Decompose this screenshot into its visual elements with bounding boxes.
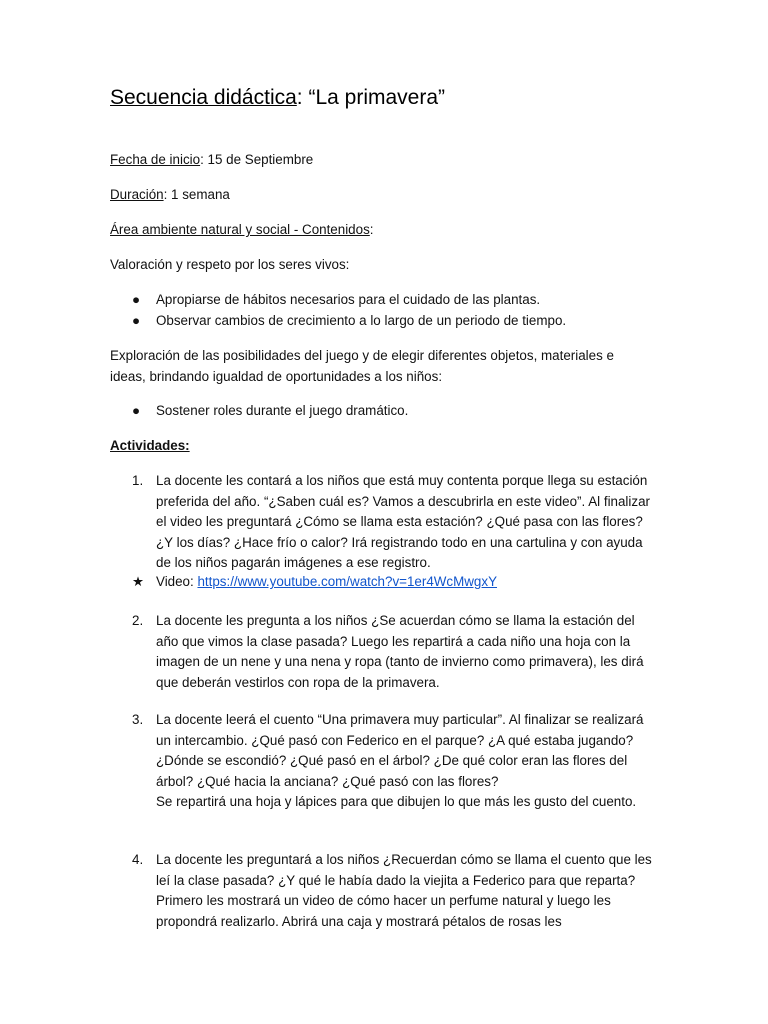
- bullet-icon: ●: [132, 292, 141, 307]
- duracion-value: 1 semana: [167, 187, 230, 202]
- star-icon: ★: [132, 574, 145, 589]
- bullet-icon: ●: [132, 403, 141, 418]
- activity-text: La docente les contará a los niños que está muy contenta porque llega su estación preferida del año. “¿Saben cuál es? Vamos a descubrirla en este video”. Al finalizar el video les preguntará ¿Cómo se llama esta estación? ¿Qué pasa con las flores? ¿Y los días? ¿Hace frío o calor? Irá registrando todo en una cartulina y con ayuda de los niños pagarán imágenes a ese registro.: [156, 473, 650, 571]
- activity-item-4: [132, 850, 652, 932]
- video-link[interactable]: https://www.youtube.com/watch?v=1er4WcMwgxY: [197, 574, 498, 589]
- activity-text: La docente les pregunta a los niños ¿Se acuerdan cómo se llama la estación del año que vimos la clase pasada? Luego les repartirá a cada niño una hoja con la imagen de un nene y una nena y ropa (tanto de invierno como primavera), les dirá que deberán vestirlos con ropa de la primavera.: [156, 613, 644, 690]
- valoracion-text: Valoración y respeto por los seres vivos:: [110, 257, 350, 272]
- area-sep: :: [369, 222, 374, 237]
- actividades-heading: Actividades:: [110, 438, 190, 453]
- bullet-text: Sostener roles durante el juego dramático.: [156, 403, 409, 418]
- video-label: Video:: [156, 574, 198, 589]
- video-line: [132, 574, 497, 590]
- activity-text: La docente les preguntará a los niños ¿Recuerdan cómo se llama el cuento que les leí la clase pasada? ¿Y qué le había dado la viejita a Federico para que reparta? Primero les mostrará un video de cómo hacer un perfume natural y luego les propondrá realizarlo. Abrirá una caja y mostrará pétalos de rosas les: [156, 852, 652, 929]
- bullet-text: Observar cambios de crecimiento a lo largo de un periodo de tiempo.: [156, 313, 567, 328]
- activity-item-1: [132, 471, 652, 574]
- bullet-item: [132, 292, 540, 307]
- fecha-sep: :: [200, 152, 204, 167]
- bullet-icon: ●: [132, 313, 141, 328]
- activity-item-2: [132, 611, 652, 693]
- exploracion-text: Exploración de las posibilidades del juego y de elegir diferentes objetos, materiales e ideas, brindando igualdad de oportunidades a los niños:: [110, 348, 614, 384]
- duracion-label: Duración: [110, 187, 164, 202]
- title-rest: : “La primavera”: [296, 86, 446, 109]
- activity-number: 1.: [132, 473, 144, 488]
- bullet-item: [132, 403, 408, 418]
- activity-number: 3.: [132, 712, 144, 727]
- duracion-line: [110, 187, 230, 202]
- activity-text: La docente leerá el cuento “Una primavera muy particular”. Al finalizar se realizará un intercambio. ¿Qué pasó con Federico en el parque? ¿A qué estaba jugando? ¿Dónde se escondió? ¿Qué pasó en el árbol? ¿De qué color eran las flores del árbol? ¿Qué hacia la anciana? ¿Qué pasó con las flores?: [156, 712, 644, 789]
- duracion-sep: :: [163, 187, 168, 202]
- activity-item-3: [132, 710, 652, 813]
- title-underlined: Secuencia didáctica: [110, 86, 297, 109]
- activity-text-continued: Se repartirá una hoja y lápices para que dibujen lo que más les gusto del cuento.: [156, 794, 637, 810]
- fecha-value: 15 de Septiembre: [203, 152, 314, 167]
- document-title: [110, 86, 445, 110]
- area-label: Área ambiente natural y social - Contenidos: [110, 222, 370, 237]
- area-line: [110, 222, 374, 237]
- fecha-label: Fecha de inicio: [110, 152, 201, 167]
- bullet-item: [132, 313, 566, 328]
- activity-number: 2.: [132, 613, 144, 628]
- activity-number: 4.: [132, 852, 144, 867]
- fecha-line: [110, 152, 313, 167]
- bullet-text: Apropiarse de hábitos necesarios para el cuidado de las plantas.: [156, 292, 541, 307]
